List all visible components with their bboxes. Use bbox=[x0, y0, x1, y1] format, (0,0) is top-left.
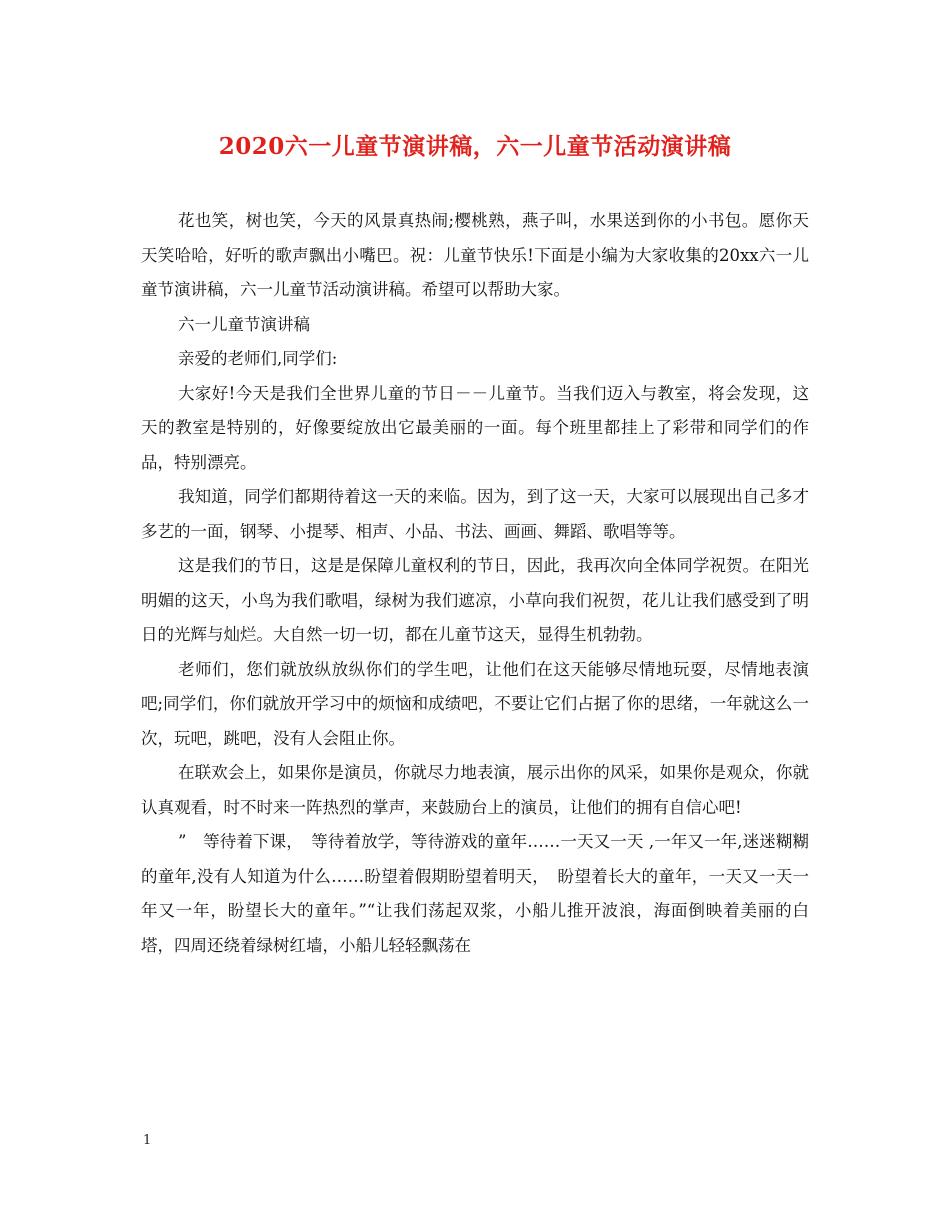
paragraph-salutation: 亲爱的老师们,同学们: bbox=[178, 349, 338, 368]
paragraph-greeting: 大家好!今天是我们全世界儿童的节日－－儿童节。当我们迈入与教室，将会发现，这天的教室是特别的，好像要绽放出它最美丽的一面。每个班里都挂上了彩带和同学们的作品，特别漂亮。 bbox=[141, 383, 809, 472]
paragraph-festival: 这是我们的节日，这是是保障儿童权利的节日，因此，我再次向全体同学祝贺。在阳光明媚的这天，小鸟为我们歌唱，绿树为我们遮凉，小草向我们祝贺，花儿让我们感受到了明日的光辉与灿烂。大自然一切一切，都在儿童节这天，显得生机勃勃。 bbox=[141, 556, 809, 644]
document-body bbox=[141, 204, 809, 963]
paragraph-party: 在联欢会上，如果你是演员，你就尽力地表演，展示出你的风采，如果你是观众，你就认真观看，时不时来一阵热烈的掌声，来鼓励台上的演员，让他们的拥有自信心吧! bbox=[141, 763, 809, 817]
paragraph-talents: 我知道，同学们都期待着这一天的来临。因为，到了这一天，大家可以展现出自己多才多艺的一面，钢琴、小提琴、相声、小品、书法、画画、舞蹈、歌唱等等。 bbox=[141, 487, 809, 541]
paragraph-childhood: ” 等待着下课， 等待着放学，等待游戏的童年……一天又一天 ,一年又一年,迷迷糊糊的童年,没有人知道为什么……盼望着假期盼望着明天， 盼望着长大的童年，一天又一天一年又一年，盼望长大的童年。”“让我们荡起双浆，小船儿推开波浪，海面倒映着美丽的白塔，四周还绕着绿树红墙，小船儿轻轻飘荡在 bbox=[141, 832, 809, 955]
page-number: 1 bbox=[143, 1133, 152, 1148]
paragraph-intro: 花也笑，树也笑，今天的风景真热闹;樱桃熟，燕子叫，水果送到你的小书包。愿你天天笑哈哈，好听的歌声飘出小嘴巴。祝：儿童节快乐!下面是小编为大家收集的20xx六一儿童节演讲稿，六一儿童节活动演讲稿。希望可以帮助大家。 bbox=[141, 211, 809, 299]
document-title: 2020六一儿童节演讲稿，六一儿童节活动演讲稿 bbox=[218, 133, 732, 160]
paragraph-subtitle: 六一儿童节演讲稿 bbox=[178, 314, 310, 334]
paragraph-teachers: 老师们，您们就放纵放纵你们的学生吧，让他们在这天能够尽情地玩耍，尽情地表演吧;同学们，你们就放开学习中的烦恼和成绩吧，不要让它们占据了你的思绪，一年就这么一次，玩吧，跳吧，没有人会阻止你。 bbox=[141, 659, 809, 748]
